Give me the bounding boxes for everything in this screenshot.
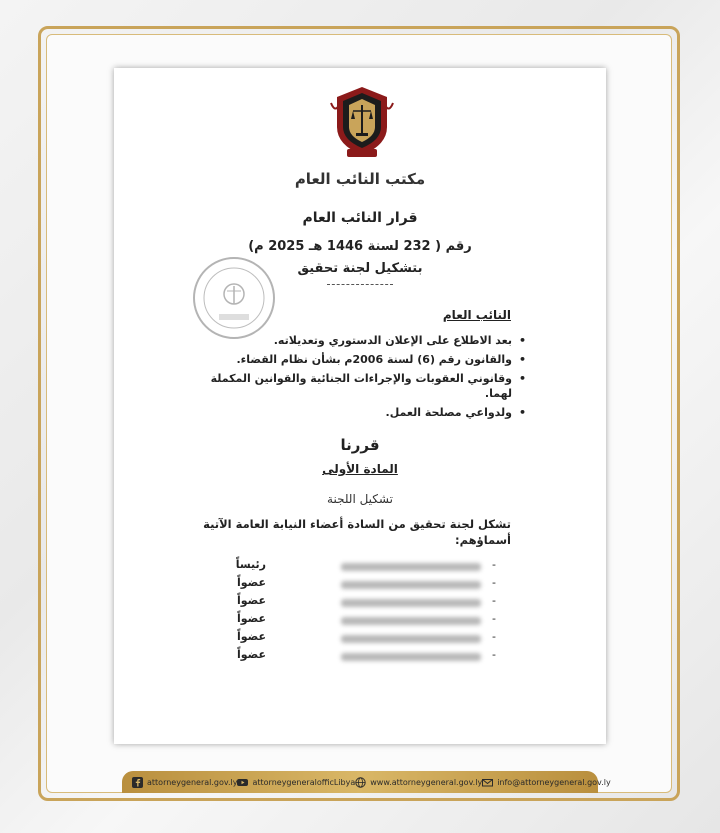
list-item: [114, 612, 606, 628]
committee-formation-heading: تشكيل اللجنة: [327, 492, 393, 506]
list-item: [114, 576, 606, 592]
document-page: [114, 68, 606, 744]
attorney-general-heading: النائب العام: [442, 308, 511, 322]
list-item: [114, 630, 606, 646]
footer-bar: [122, 771, 611, 793]
member-role: عضواً: [236, 594, 266, 607]
list-item: • بعد الاطلاع على الإعلان الدستوري وتعديلاته.: [206, 333, 526, 348]
decision-number: رقم ( 232 لسنة 1446 هـ 2025 م): [248, 239, 472, 254]
facebook-label: attorneygeneral.gov.ly: [147, 777, 238, 787]
intro-text: تشكل لجنة تحقيق من السادة أعضاء النيابة العامة الآتية أسماؤهم:: [203, 517, 511, 547]
redacted-name: [341, 653, 481, 661]
decided-heading: قررنا: [340, 436, 380, 454]
member-role: عضواً: [236, 576, 266, 589]
member-role: عضواً: [236, 630, 266, 643]
official-stamp-icon: [189, 254, 279, 342]
member-dash: -: [492, 558, 496, 571]
attorney-general-emblem-icon: [329, 83, 395, 159]
website-link[interactable]: [355, 777, 482, 788]
member-role: عضواً: [236, 612, 266, 625]
email-label: info@attorneygeneral.gov.ly: [497, 777, 611, 787]
facebook-link[interactable]: [132, 777, 237, 788]
redacted-name: [341, 617, 481, 625]
youtube-link[interactable]: [237, 777, 355, 788]
member-dash: -: [492, 612, 496, 625]
member-dash: -: [492, 576, 496, 589]
email-icon: [482, 777, 493, 788]
list-item: • ولدواعي مصلحة العمل.: [206, 405, 526, 420]
member-dash: -: [492, 630, 496, 643]
list-item: [114, 648, 606, 664]
article-one-heading: المادة الأولى: [322, 462, 398, 476]
list-item: • وقانوني العقوبات والإجراءات الجنائية والقوانين المكملة لهما.: [206, 371, 526, 401]
decision-title: قرار النائب العام: [302, 210, 418, 226]
globe-icon: [355, 777, 366, 788]
divider: [327, 284, 393, 285]
redacted-name: [341, 635, 481, 643]
redacted-name: [341, 599, 481, 607]
list-item: [114, 594, 606, 610]
email-link[interactable]: [482, 777, 610, 788]
facebook-icon: [132, 777, 143, 788]
list-item: • والقانون رقم (6) لسنة 2006م بشأن نظام القضاء.: [206, 352, 526, 367]
redacted-name: [341, 581, 481, 589]
preamble-list: [206, 333, 526, 424]
list-item: [114, 558, 606, 574]
youtube-icon: [237, 777, 248, 788]
office-name: مكتب النائب العام: [294, 170, 426, 188]
decision-subject: بتشكيل لجنة تحقيق: [297, 261, 423, 276]
youtube-label: attorneygeneralofficLibya: [252, 777, 356, 787]
redacted-name: [341, 563, 481, 571]
member-dash: -: [492, 594, 496, 607]
member-role: عضواً: [236, 648, 266, 661]
member-dash: -: [492, 648, 496, 661]
member-role: رئيساً: [235, 558, 266, 571]
website-label: www.attorneygeneral.gov.ly: [370, 777, 483, 787]
